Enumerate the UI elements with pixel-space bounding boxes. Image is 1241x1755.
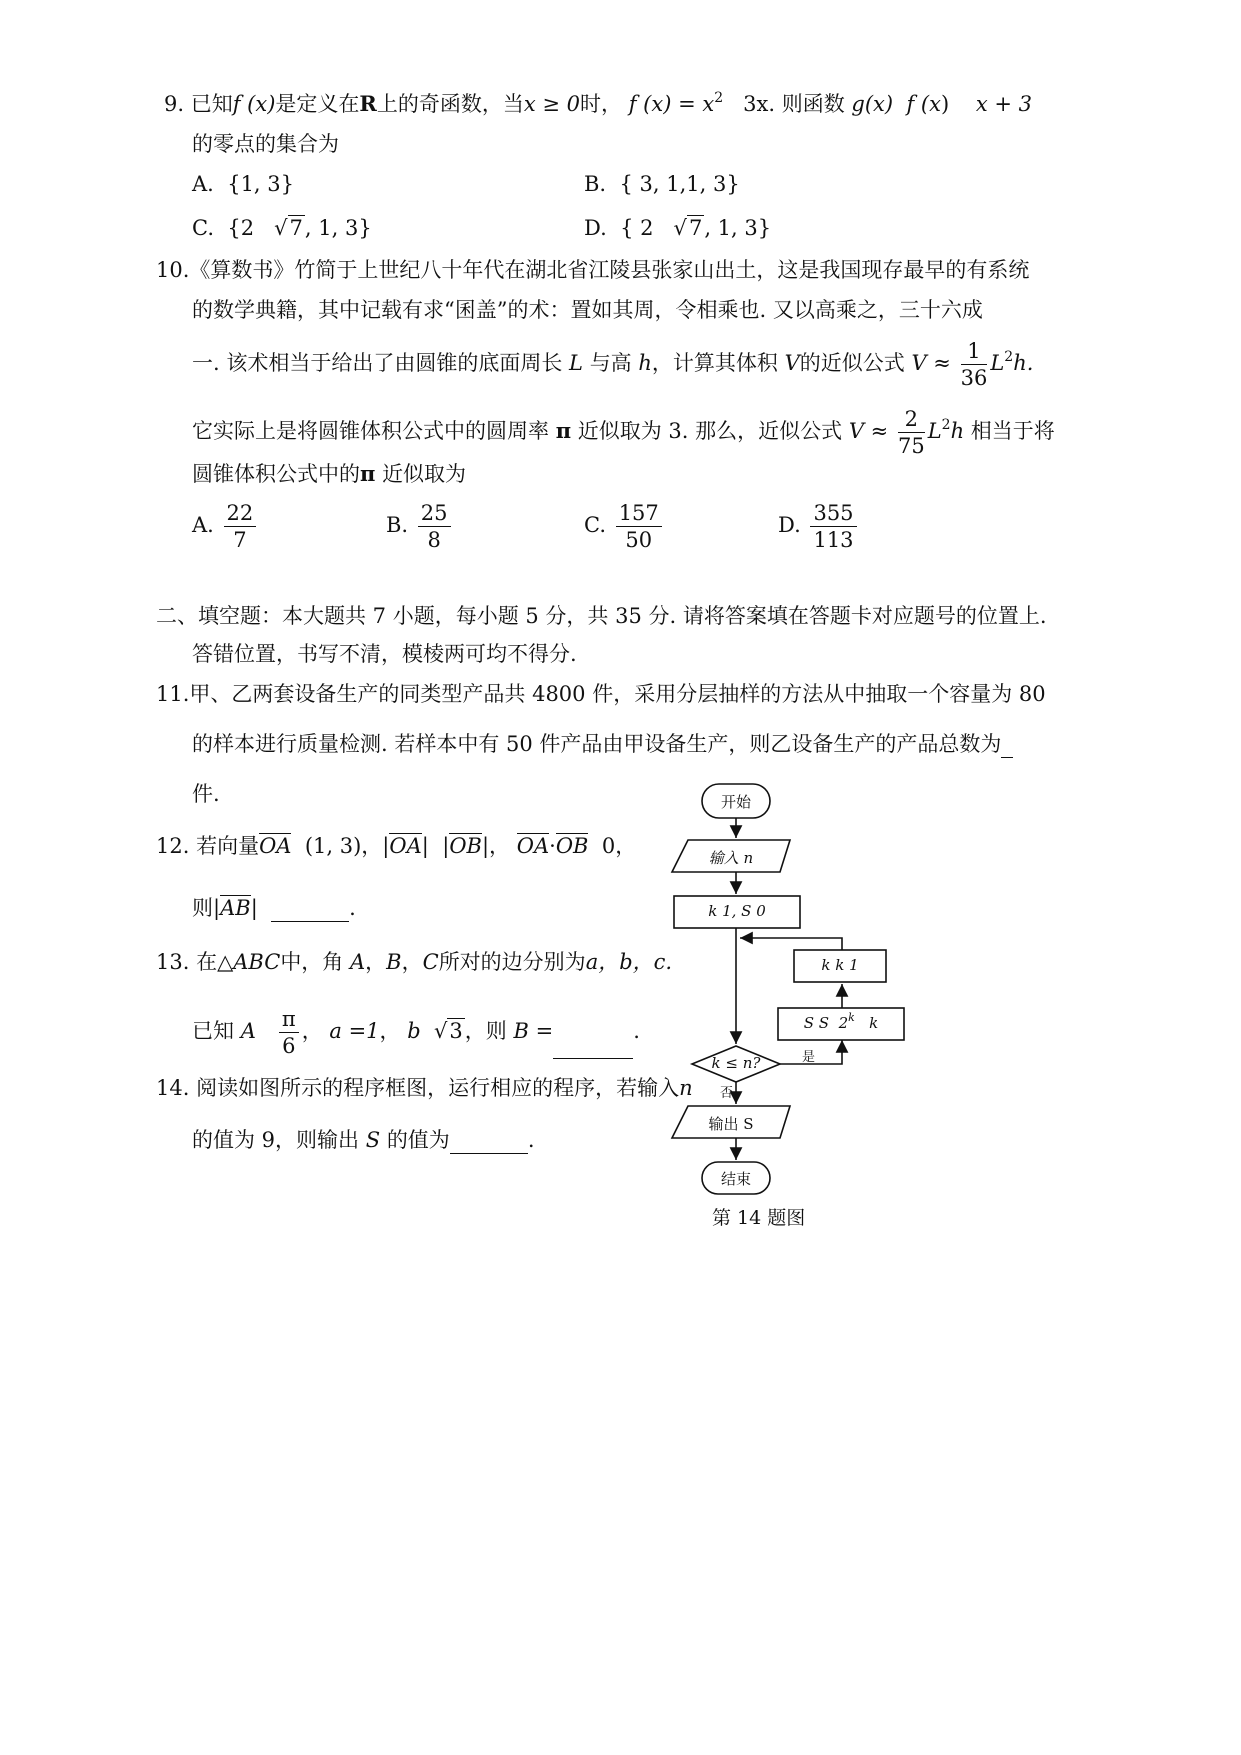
q12-line2-a: 则| [192,896,221,920]
q9-text-4: 时， [580,92,623,116]
flowchart-init-label: k 1, S 0 [708,902,766,920]
q9-fdef-sup: 2 [714,90,724,106]
q10-option-a-frac [224,500,257,553]
q12-line2 [192,894,356,922]
flowchart-update-s-c: k [869,1014,879,1032]
q10-line4-c: 相当于将 [970,419,1055,443]
q13-answer-blank[interactable] [553,1036,633,1059]
q14-line1 [156,1074,693,1102]
q14-line2-b: 的值为 [386,1128,450,1152]
q9-option-c-a: {2 [227,216,255,240]
q10-option-a-num: 22 [224,500,257,527]
q10-option-c-num: 157 [616,500,662,527]
q10-option-d-frac [810,500,856,553]
flowchart-yes-label: 是 [802,1050,816,1065]
q9-option-d-c: , 1, 3} [704,216,772,240]
q10-line3-c: ，计算其体积 [651,351,778,375]
q12-line1: 12. 若向量OA (1, 3)，|OA| |OB|， OA·OB 0， [156,834,637,858]
section2-line1: 二、填空题：本大题共 7 小题，每小题 5 分，共 35 分. 请将答案填在答题卡对应题号的位置上. [156,604,1047,628]
q12-vector-OB: OB [449,834,482,858]
q10-L: L [569,351,583,375]
q13-line2-d: ，则 [464,1019,507,1043]
q10-option-d-num: 355 [810,500,856,527]
q10-h: h [638,351,652,375]
q13-line2: 已知 A $\frac{\pi}{6}$ ， a =1， b √3，则 B = . [192,1007,640,1058]
q13-b-eq: b [407,1019,421,1043]
q9-text-5: . 则函数 [768,92,845,116]
q12-vector-OA: OA [259,834,292,858]
q12-vector-OA-2: OA [389,834,422,858]
q9-cond: x ≥ 0 [523,92,581,116]
q10-number: 10. [156,258,190,282]
q13-line2-a: 已知 [192,1019,234,1043]
q10-line5-b: 近似取为 [382,462,467,486]
q9-text-2: 是定义在 [275,92,360,116]
flowchart-no-label: 否 [720,1086,734,1101]
q13-C: C [422,950,439,974]
q13-line1-b: 中，角 [280,950,344,974]
q12-vector-OA-3: OA [516,834,550,858]
q11-line3: 件. [192,782,220,806]
q14-n: n [679,1076,693,1100]
q12-text-5: 0， [601,834,637,858]
q9-option-b-value: { 3, 1,1, 3} [619,172,740,196]
q10-option-c-den: 50 [625,528,653,552]
q10-formula2-frac [898,406,925,459]
q10-line2: 的数学典籍，其中记载有求“囷盖”的术：置如其周，令相乘也. 又以高乘之，三十六成 [192,298,983,322]
q9-option-d: D. { 2 √7, 1, 3} [584,216,772,240]
q9-gdef: g(x) [851,92,900,116]
q10-formula1-num: 1 [961,338,988,365]
q11-answer-blank[interactable] [1001,735,1013,758]
q10-option-a-label: A. [192,513,214,537]
q10-line4 [192,406,1055,459]
flowchart-update-s-label [778,1011,904,1032]
q9-option-b-label: B. [584,172,607,196]
q13-line1-c: ， [365,950,387,974]
q9-option-a-label: A. [192,172,214,196]
q10-formula1-lhs: V ≈ [911,351,951,375]
q12-text-1: 若向量 [196,834,260,858]
q9-line2: 的零点的集合为 [192,132,339,156]
q9-grest: f (x [906,92,941,116]
q12-answer-blank[interactable] [271,899,349,922]
q13-pi-frac [279,1006,299,1059]
q10-line5-pi: π [360,461,376,486]
q9-line1: 9. 已知f (x)是定义在R上的奇函数，当x ≥ 0时， f $(x) = x^2$ 3x. 则函数 g(x) f (x) x + 3 [164,90,1032,116]
q9-option-c: C. {2 √7, 1, 3} [192,216,372,240]
q10-option-b-label: B. [386,513,409,537]
q14-S: S [365,1128,381,1152]
q13-B: B [386,950,402,974]
q13-line2-c: ， [379,1019,401,1043]
section2-line2: 答错位置，书写不清，模棱两可均不得分. [192,642,577,666]
q13-line2-end: . [633,1019,640,1043]
q9-option-c-c: , 1, 3} [304,216,372,240]
q12-line2-b: | [250,896,258,920]
q10-option-a [192,500,259,553]
q10-line1 [156,256,1029,284]
flowchart-update-s-sup: k [848,1011,855,1024]
q13-A: A [350,950,366,974]
q10-line3-a: 一. 该术相当于给出了由圆锥的底面周长 [192,351,563,375]
q10-formula2-num: 2 [898,406,925,433]
q11-line1 [156,680,1046,708]
q9-option-a-value: {1, 3} [227,172,294,196]
flowchart-output-label [672,1113,790,1134]
q10-option-b-den: 8 [427,528,441,552]
q10-formula1-sup: 2 [1004,349,1014,365]
flowchart-update-s-a: S S [803,1014,830,1032]
q10-option-c-frac [616,500,662,553]
q10-option-d-den: 113 [813,528,854,552]
q10-option-d [778,500,860,553]
q13-line1-a: 在△ [196,950,234,974]
q9-option-c-sqrt: 7 [289,216,303,240]
q13-ABC: ABC [233,950,281,974]
q9-number: 9. [164,92,185,116]
flowchart-start-label: 开始 [720,793,751,811]
q13-abc: a，b，c. [585,950,673,974]
q12-line2-end: . [349,896,356,920]
q13-B-2: B [513,1019,529,1043]
q9-text: 已知 [190,92,233,116]
q10-line4-a: 它实际上是将圆锥体积公式中的圆周率 [192,419,549,443]
q10-line3 [192,338,1033,391]
q11-line2-text: 的样本进行质量检测. 若样本中有 50 件产品由甲设备生产，则乙设备生产的产品总数为 [192,732,1002,756]
q10-option-b [386,500,454,553]
q10-formula1-h: h. [1013,351,1034,375]
q14-line2 [192,1126,535,1154]
q9-option-d-sqrt: 7 [688,216,703,240]
q12-text-2: (1, 3)，| [304,834,390,858]
flowchart-update-k-label: k k 1 [821,956,859,974]
q14-line1-text: 阅读如图所示的程序框图，运行相应的程序，若输入 [196,1076,680,1100]
q14-line2-end: . [527,1128,535,1152]
q13-number: 13. [156,950,190,974]
q9-grest-b: x + 3 [975,92,1032,116]
q10-formula1-L: L [990,351,1005,375]
q10-formula1-frac [961,338,988,391]
q10-formula1-den: 36 [960,366,988,390]
q13-A-2: A [240,1019,256,1043]
q9-option-c-label: C. [192,216,214,240]
q13-line1 [156,948,672,976]
q12-vector-AB: AB [220,896,251,920]
q12-text-3: | [421,834,436,858]
q13-pi-num: π [279,1006,299,1033]
q9-option-d-a: { 2 [620,216,654,240]
q10-line3-b: 与高 [589,351,632,375]
q9-fx: f (x) [232,92,276,116]
q10-option-b-num: 25 [418,500,451,527]
q10-line5 [192,460,466,488]
flowchart-input-label: 输入 n [708,849,754,867]
q10-option-c [584,500,665,553]
q13-line2-e: = [535,1019,554,1043]
q14-line2-a: 的值为 9，则输出 [192,1128,360,1152]
q9-fdef: f (x) = x [628,92,715,116]
q11-line1-text: 甲、乙两套设备生产的同类型产品共 4800 件，采用分层抽样的方法从中抽取一个容量为 80 [189,682,1046,706]
q10-line3-d: 的近似公式 [799,351,905,375]
q9-option-b [584,170,740,198]
flowchart-end-label: 结束 [720,1170,751,1188]
flowchart-caption: 第 14 题图 [712,1207,806,1229]
flowchart-output-text: 输出 S [708,1115,754,1133]
q10-option-b-frac [418,500,451,553]
q9-option-a [192,170,294,198]
q9-option-d-label: D. [584,216,607,240]
q10-formula2-den: 75 [897,434,925,458]
q12-vector-OB-2: OB [555,834,589,858]
q9-R: R [359,91,377,116]
q13-line2-b: ， [301,1019,323,1043]
q10-formula2-sup: 2 [941,417,951,433]
q10-line5-a: 圆锥体积公式中的 [192,462,360,486]
q10-pi: π [555,418,572,443]
q14-number: 14. [156,1076,190,1100]
q9-text-3: 上的奇函数，当 [376,92,524,116]
q13-pi-den: 6 [282,1034,296,1058]
q9-fdef-b: 3x [743,92,769,116]
q10-formula2-L: L [927,419,942,443]
q10-option-d-label: D. [778,513,801,537]
q10-option-a-den: 7 [233,528,247,552]
q11-line2 [192,730,1013,758]
q10-formula2-h: h [950,419,965,443]
q11-number: 11. [156,682,190,706]
q14-answer-blank[interactable] [450,1131,528,1154]
q13-line1-d: ， [401,950,423,974]
q10-line4-b: 近似取为 3. 那么，近似公式 [577,419,843,443]
q10-V: V [784,351,800,375]
q10-option-c-label: C. [584,513,606,537]
q10-line1-text: 《算数书》竹简于上世纪八十年代在湖北省江陵县张家山出土，这是我国现存最早的有系统 [189,258,1030,282]
flowchart-decision-label: k ≤ n? [711,1054,761,1072]
q12-dot: · [549,834,556,858]
q12-number: 12. [156,834,190,858]
q13-line1-e: 所对的边分别为 [438,950,586,974]
q13-a-eq: a =1 [329,1019,380,1043]
flowchart-update-s-b: 2 [838,1014,849,1032]
q10-formula2-lhs: V ≈ [848,419,889,443]
q13-sqrt3: 3 [449,1019,463,1043]
q12-text-4: |， [481,834,511,858]
